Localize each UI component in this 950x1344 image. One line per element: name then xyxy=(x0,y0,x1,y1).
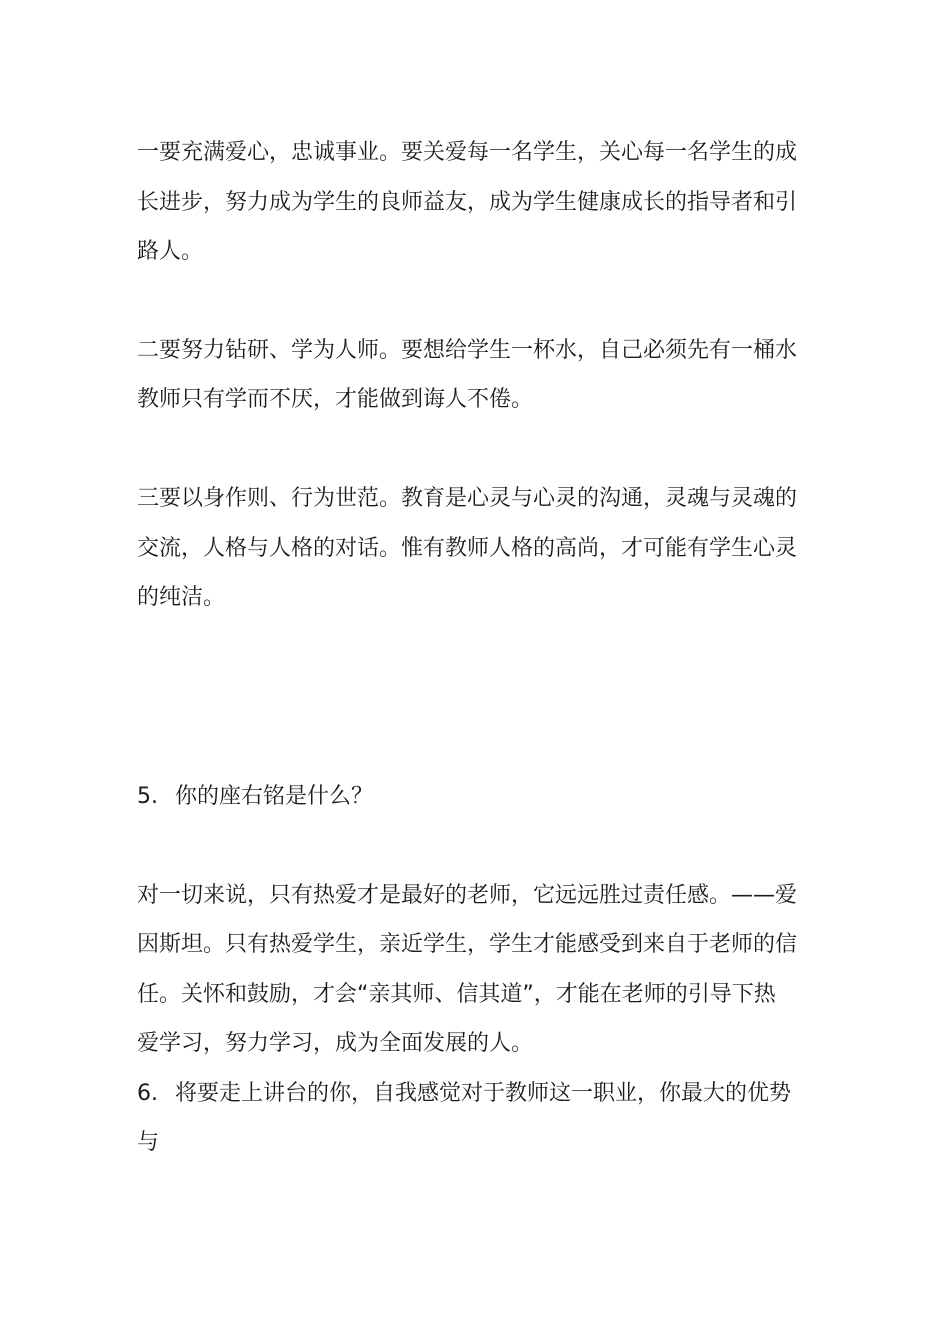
answer-5-line-4: 爱学习，努力学习，成为全面发展的人。 xyxy=(137,1031,534,1056)
paragraph-1-line-1: 一要充满爱心，忠诚事业。要关爱每一名学生，关心每一名学生的成 xyxy=(137,140,798,165)
paragraph-1-line-2: 长进步，努力成为学生的良师益友，成为学生健康成长的指导者和引 xyxy=(137,190,798,215)
answer-5-line-3: 任。关怀和鼓励，才会“亲其师、信其道”，才能在老师的引导下热 xyxy=(137,982,776,1007)
question-6-line-2: 与 xyxy=(137,1130,160,1155)
answer-5-line-2: 因斯坦。只有热爱学生，亲近学生，学生才能感受到来自于老师的信 xyxy=(137,932,798,957)
paragraph-3-line-1: 三要以身作则、行为世范。教育是心灵与心灵的沟通，灵魂与灵魂的 xyxy=(137,486,798,511)
question-6-number: 6. xyxy=(137,1081,158,1106)
answer-5-line-1: 对一切来说，只有热爱才是最好的老师，它远远胜过责任感。——爱 xyxy=(137,883,798,908)
question-5-text: 你的座右铭是什么？ xyxy=(175,784,374,809)
paragraph-2-line-2: 教师只有学而不厌，才能做到诲人不倦。 xyxy=(137,387,534,412)
question-6 xyxy=(137,1079,791,1109)
paragraph-1-line-3: 路人。 xyxy=(137,239,204,264)
paragraph-2-line-1: 二要努力钻研、学为人师。要想给学生一杯水，自己必须先有一桶水 xyxy=(137,338,798,363)
question-6-line-1: 将要走上讲台的你，自我感觉对于教师这一职业，你最大的优势 xyxy=(175,1081,792,1106)
paragraph-3-line-2: 交流，人格与人格的对话。惟有教师人格的高尚，才可能有学生心灵 xyxy=(137,536,798,561)
question-5-number: 5. xyxy=(137,784,158,809)
question-5 xyxy=(137,782,373,812)
paragraph-3-line-3: 的纯洁。 xyxy=(137,585,226,610)
